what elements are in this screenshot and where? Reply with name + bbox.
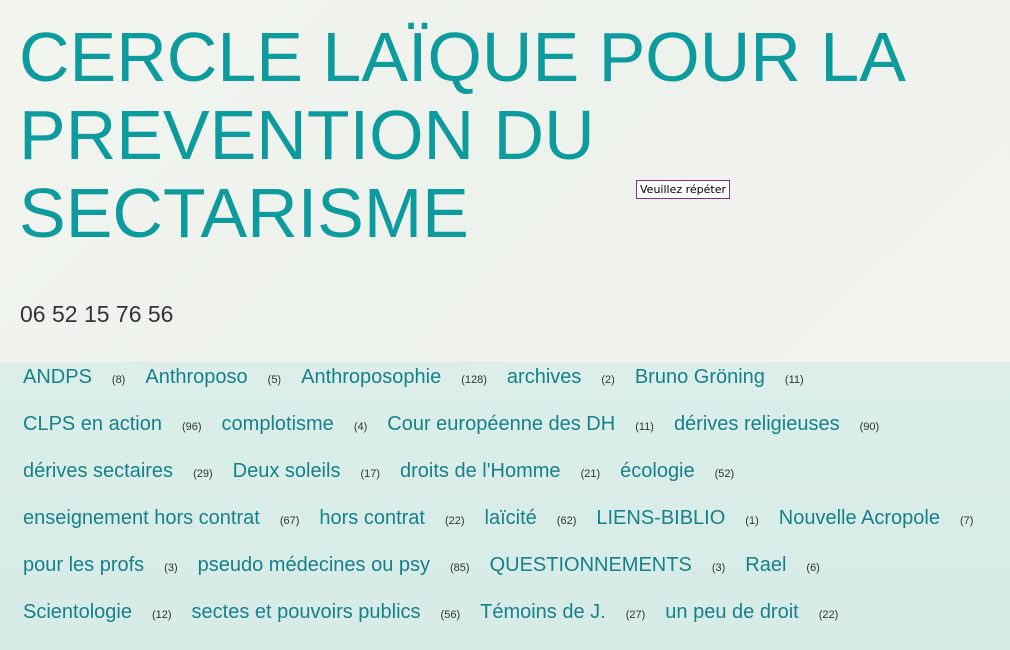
tag-item [387, 413, 672, 436]
tag-item [145, 366, 299, 389]
tag-link[interactable]: un peu de droit [665, 601, 799, 623]
tag-item [23, 554, 196, 577]
tag-count: (2) [601, 374, 615, 386]
tag-link[interactable]: Bruno Gröning [634, 366, 765, 388]
tag-link[interactable]: droits de l'Homme [400, 460, 561, 482]
tag-row [23, 366, 824, 396]
tag-item [301, 366, 505, 389]
tag-item [233, 460, 398, 483]
tag-count: (17) [360, 468, 381, 480]
tag-link[interactable]: pour les profs [23, 554, 145, 576]
tag-count: (3) [164, 562, 178, 574]
tag-count: (56) [440, 609, 461, 621]
tag-count: (12) [151, 609, 172, 621]
tag-item [635, 366, 822, 389]
tag-item [507, 366, 633, 389]
tag-count: (29) [193, 468, 213, 480]
tag-count: (1) [745, 515, 759, 527]
tag-item [23, 366, 143, 389]
tag-item [620, 460, 752, 483]
tag-count: (6) [806, 562, 820, 574]
tag-count: (11) [635, 421, 654, 433]
tag-item [665, 601, 856, 624]
tag-link[interactable]: LIENS-BIBLIO [596, 507, 726, 529]
tag-count: (21) [580, 468, 601, 480]
tag-link[interactable]: écologie [620, 460, 695, 482]
tag-link[interactable]: Anthroposophie [301, 366, 442, 388]
tag-item [23, 507, 317, 530]
tag-row [23, 554, 840, 584]
tag-row [23, 460, 754, 490]
tag-count: (27) [625, 609, 646, 621]
tag-item [480, 601, 663, 624]
tag-item [23, 413, 220, 436]
tag-link[interactable]: Témoins de J. [480, 601, 606, 623]
tag-item [23, 460, 231, 483]
tag-row [23, 413, 899, 443]
tag-link[interactable]: ANDPS [23, 366, 92, 388]
tag-count: (22) [444, 515, 465, 527]
tag-link[interactable]: hors contrat [319, 507, 425, 529]
tag-link[interactable]: pseudo médecines ou psy [197, 554, 430, 576]
tag-item [745, 554, 838, 577]
tag-count: (96) [181, 421, 202, 433]
site-title[interactable]: CERCLE LAÏQUE POUR LA PREVENTION DU SECTARISME [19, 18, 903, 252]
tag-item [485, 507, 595, 530]
tag-count: (5) [267, 374, 282, 386]
tag-count: (8) [111, 374, 126, 386]
tag-count: (4) [353, 421, 368, 433]
tag-item [222, 413, 386, 436]
tag-item [596, 507, 776, 530]
tag-item [400, 460, 618, 483]
tag-item [198, 554, 488, 577]
tag-item [319, 507, 482, 530]
tag-row [23, 601, 858, 631]
tag-count: (85) [450, 562, 470, 574]
tooltip: Veuillez répéter [636, 180, 730, 199]
tag-count: (7) [959, 515, 974, 527]
tag-link[interactable]: complotisme [221, 413, 334, 435]
phone-number: 06 52 15 76 56 [20, 301, 174, 327]
tag-link[interactable]: CLPS en action [23, 413, 162, 435]
tag-count: (67) [279, 515, 300, 527]
tag-item [192, 601, 479, 624]
tag-link[interactable]: QUESTIONNEMENTS [489, 554, 692, 576]
tag-cloud [0, 362, 1010, 650]
tag-count: (11) [784, 374, 804, 386]
tag-count: (62) [556, 515, 577, 527]
tag-link[interactable]: dérives sectaires [23, 460, 174, 482]
tag-item [674, 413, 897, 436]
tag-count: (128) [461, 374, 487, 386]
tag-link[interactable]: Anthroposo [145, 366, 248, 388]
tag-row [23, 507, 993, 537]
tag-link[interactable]: laïcité [484, 507, 537, 529]
tag-link[interactable]: Nouvelle Acropole [778, 507, 940, 529]
tag-count: (22) [818, 609, 839, 621]
tag-count: (90) [859, 421, 880, 433]
tag-link[interactable]: Rael [745, 554, 787, 576]
tag-count: (52) [714, 468, 735, 480]
tag-link[interactable]: dérives religieuses [673, 413, 840, 435]
tag-link[interactable]: sectes et pouvoirs publics [191, 601, 421, 623]
tag-item [779, 507, 992, 530]
tag-link[interactable]: enseignement hors contrat [23, 507, 260, 529]
tag-link[interactable]: archives [506, 366, 582, 388]
tag-item [23, 601, 190, 624]
tag-item [490, 554, 744, 577]
tag-link[interactable]: Deux soleils [232, 460, 341, 482]
tag-link[interactable]: Cour européenne des DH [387, 413, 616, 435]
tag-link[interactable]: Scientologie [23, 601, 132, 623]
tag-count: (3) [711, 562, 726, 574]
